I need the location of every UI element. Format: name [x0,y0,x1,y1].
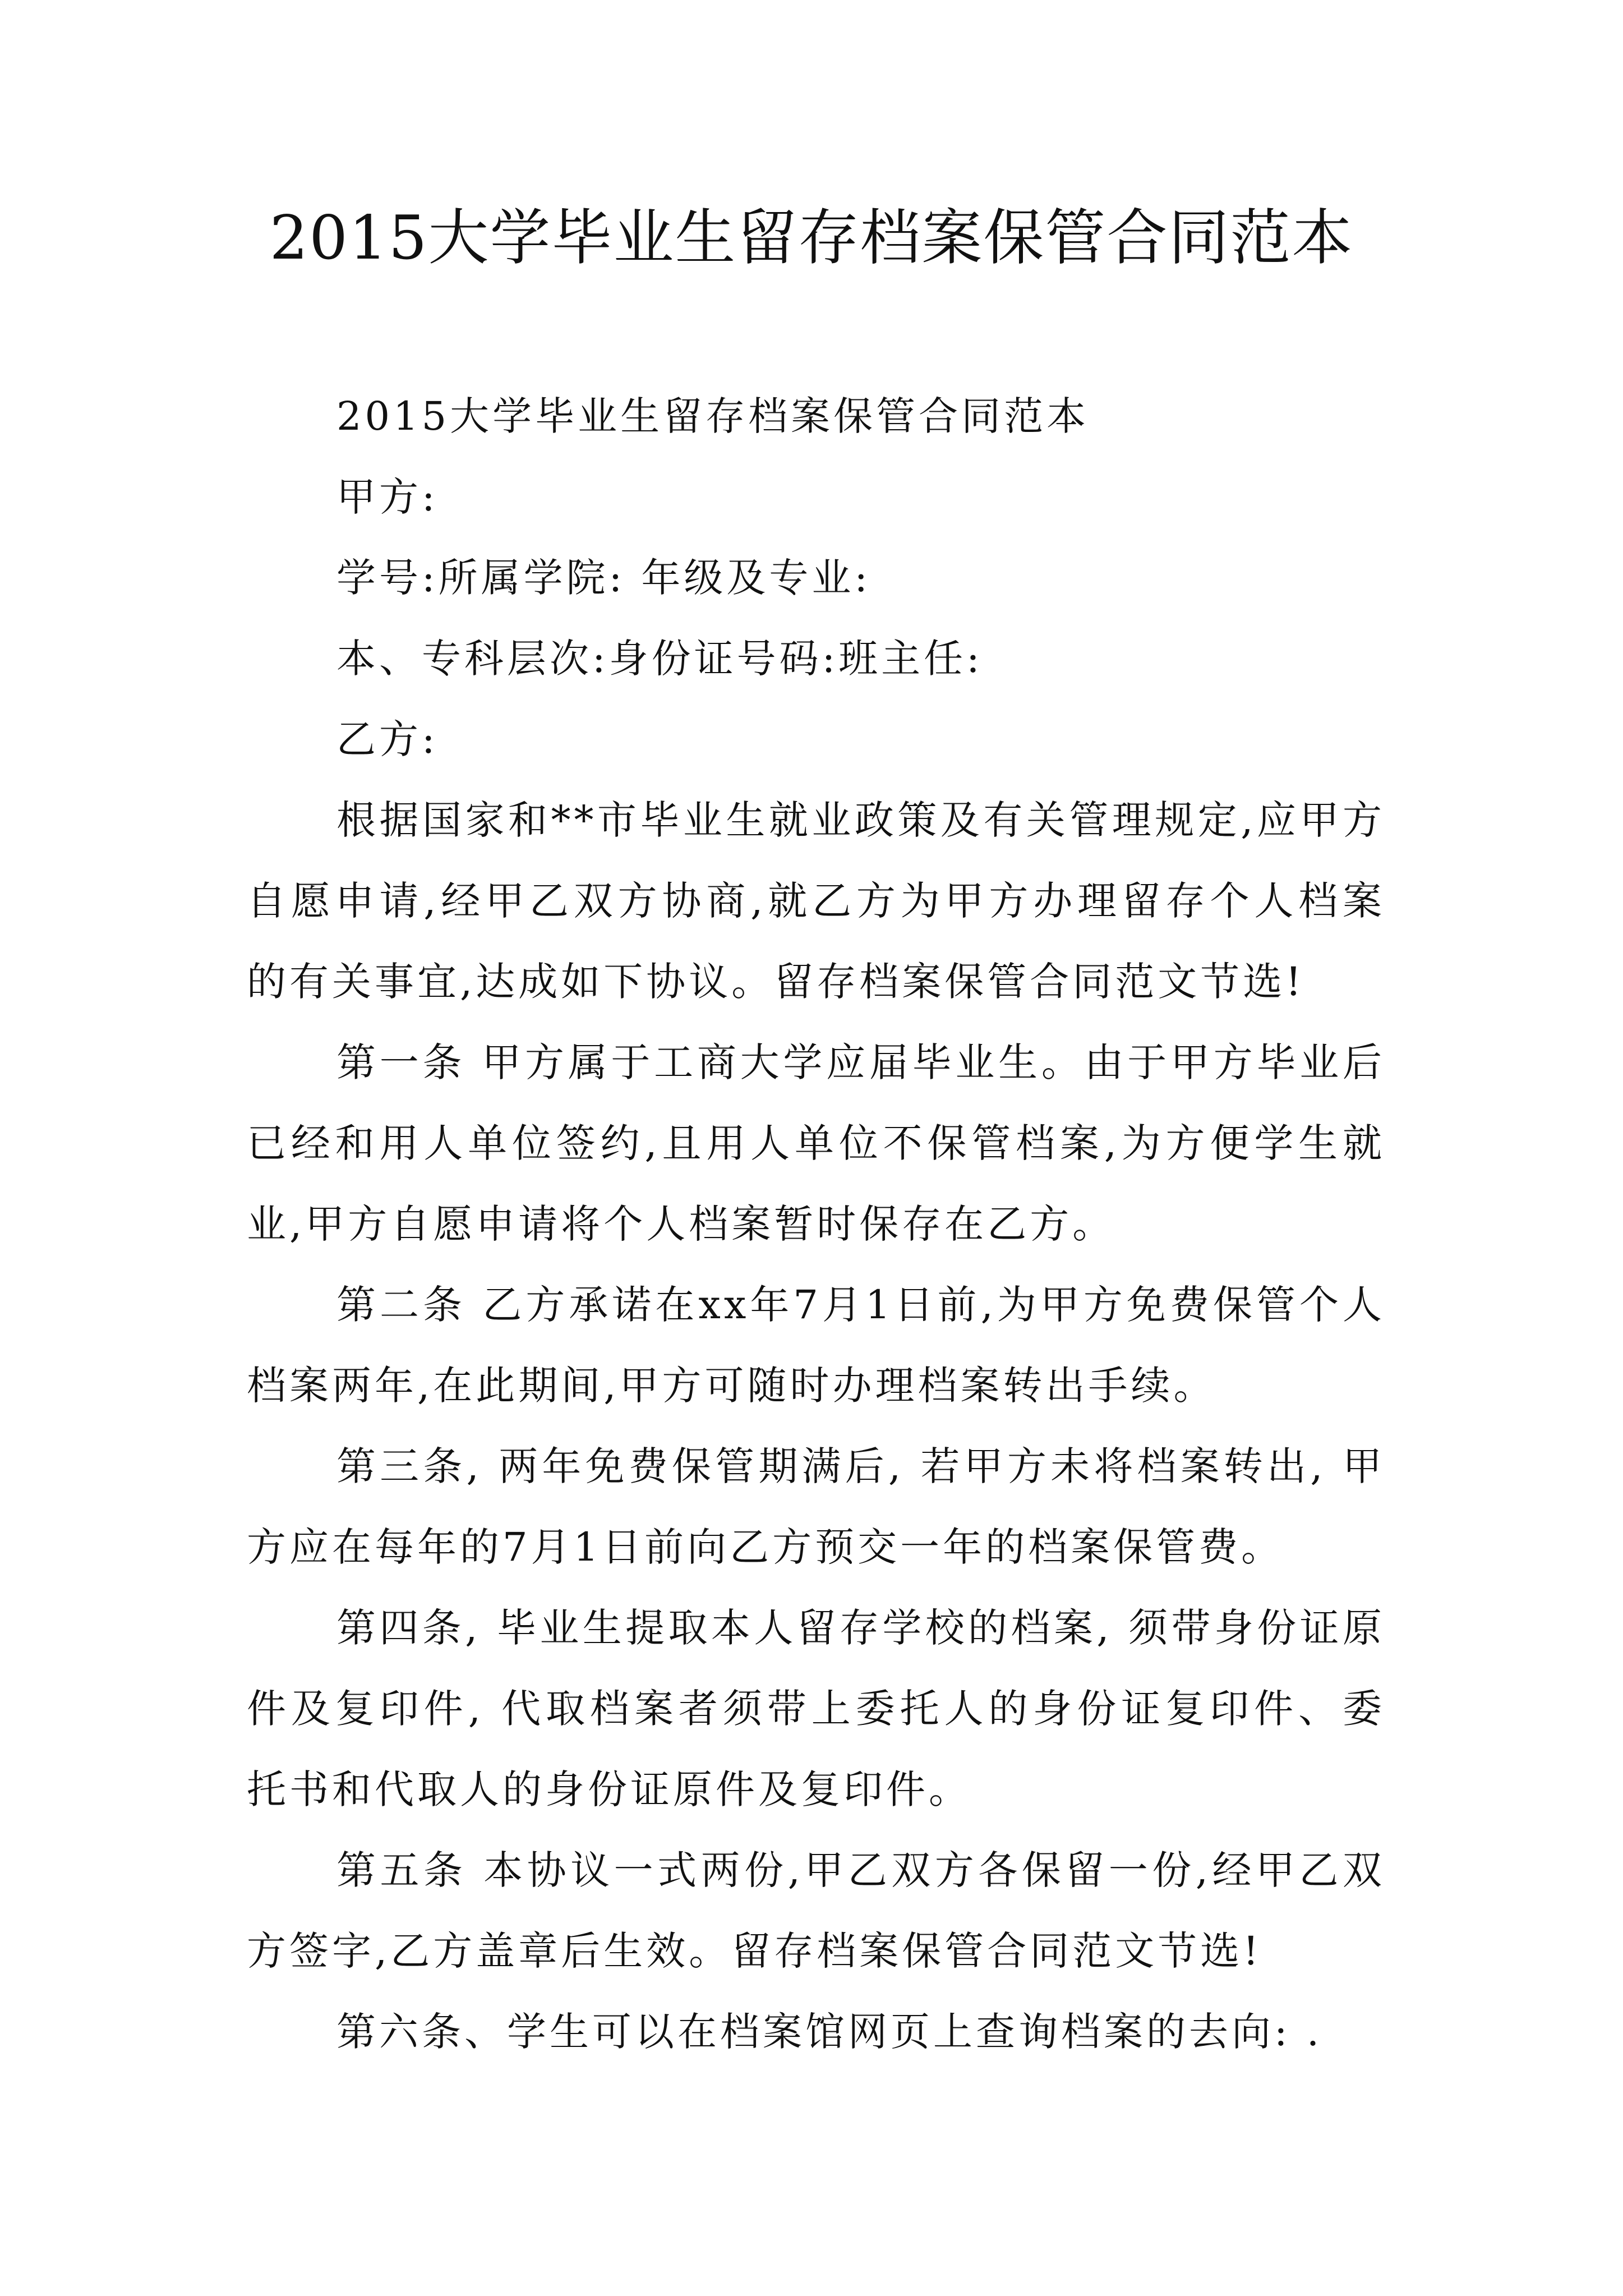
preamble-paragraph: 根据国家和**市毕业生就业政策及有关管理规定,应甲方自愿申请,经甲乙双方协商,就乙方为甲方办理留存个人档案的有关事宜,达成如下协议。留存档案保管合同范文节选! [247,797,1385,1005]
article-4: 第四条, 毕业生提取本人留存学校的档案, 须带身份证原件及复印件, 代取档案者须带上委托人的身份证复印件、委托书和代取人的身份证原件及复印件。 [247,1605,1385,1812]
article-1: 第一条 甲方属于工商大学应届毕业生。由于甲方毕业后已经和用人单位签约,且用人单位不保管档案,为方便学生就业,甲方自愿申请将个人档案暂时保存在乙方。 [247,1039,1385,1247]
subtitle-paragraph: 2015大学毕业生留存档案保管合同范本 [336,393,1090,439]
party-a-field: 甲方: [336,474,439,520]
student-info-field: 学号:所属学院: 年级及专业: [336,555,872,601]
party-b-field: 乙方: [336,716,439,762]
document-title: 2015大学毕业生留存档案保管合同范本 [269,203,1354,273]
article-2: 第二条 乙方承诺在xx年7月1日前,为甲方免费保管个人档案两年,在此期间,甲方可随时办理档案转出手续。 [247,1282,1385,1409]
article-6: 第六条、学生可以在档案馆网页上查询档案的去向: . [336,2009,1323,2055]
document-body [247,376,1385,2072]
article-5: 第五条 本协议一式两份,甲乙双方各保留一份,经甲乙双方签字,乙方盖章后生效。留存档案保管合同范文节选! [247,1847,1385,1974]
article-3: 第三条, 两年免费保管期满后, 若甲方未将档案转出, 甲方应在每年的7月1日前向乙方预交一年的档案保管费。 [247,1443,1385,1570]
level-id-field: 本、专科层次:身份证号码:班主任: [336,636,983,682]
